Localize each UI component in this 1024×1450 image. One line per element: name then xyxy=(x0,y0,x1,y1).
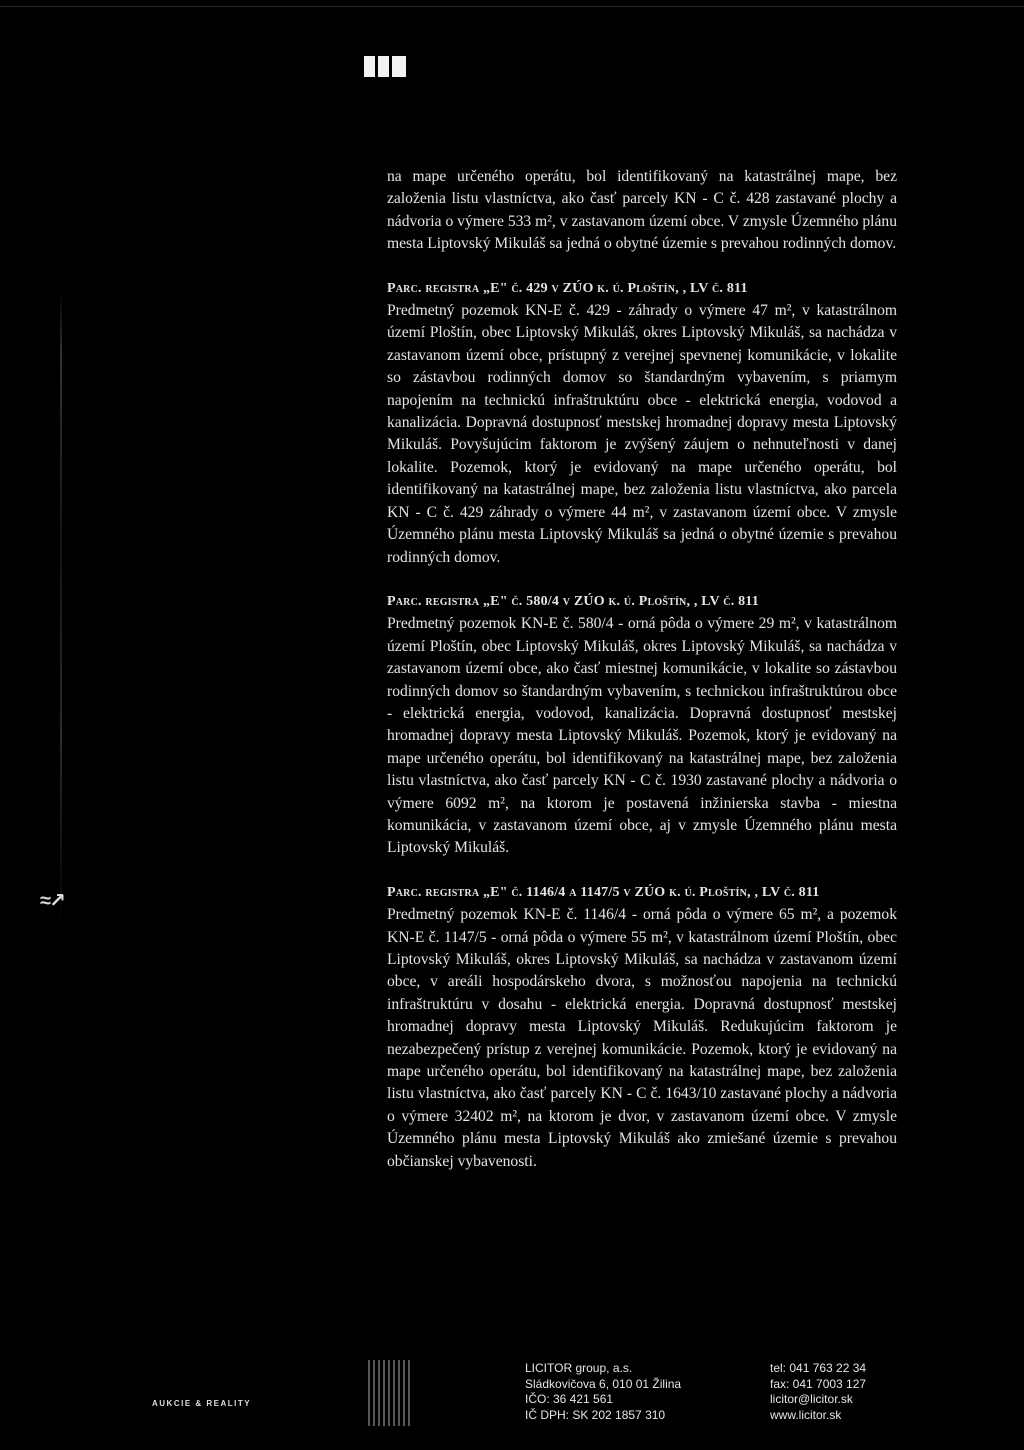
scan-edge-line xyxy=(60,290,62,930)
company-vat: IČ DPH: SK 202 1857 310 xyxy=(525,1407,666,1422)
side-logo-icon: ≈↗ xyxy=(40,890,64,912)
company-name: LICITOR group, a.s. xyxy=(525,1361,633,1375)
top-rule xyxy=(0,6,1024,7)
section-heading: Parc. registra „E" č. 580/4 v ZÚO k. ú. Ploštín, , LV č. 811 xyxy=(387,593,759,609)
footer-contact-info xyxy=(770,1361,866,1423)
footer-company-info xyxy=(525,1361,681,1423)
footer-barcode-icon xyxy=(368,1360,412,1426)
parcel-section-580-4 xyxy=(387,591,897,860)
parcel-section-1146-1147 xyxy=(387,882,897,1173)
footer-brand-label: AUKCIE & REALITY xyxy=(152,1399,252,1408)
section-text: Predmetný pozemok KN-E č. 1146/4 - orná pôda o výmere 65 m², a pozemok KN-E č. 1147/5 - orná pôda o výmere 55 m², v katastrálnom území Ploštín, obec Liptovský Mikuláš, okres Liptovský Mikuláš, sa nachádza v zastavanom území obce, v areáli hospodárskeho dvora, s možnosťou napojenia na technickú infraštruktúru v dosahu - elektrická energia. Dopravná dostupnosť mestskej hromadnej dopravy mesta Liptovský Mikuláš. Redukujúcim faktorom je nezabezpečený prístup z verejnej komunikácie. Pozemok, ktorý je evidovaný na mape určeného operátu, bol identifikovaný na katastrálnej mape, bez založenia listu vlastníctva, ako časť parcely KN - C č. 1643/10 zastavané plochy a nádvoria o výmere 32402 m², na ktorom je dvor, v zastavanom území obce. V zmysle Územného plánu mesta Liptovský Mikuláš ako zmiešané územie s prevahou občianskej vybavenosti. xyxy=(387,906,897,1170)
section-text: Predmetný pozemok KN-E č. 580/4 - orná pôda o výmere 29 m², v katastrálnom území Ploštín, obec Liptovský Mikuláš, okres Liptovský Mikuláš, sa nachádza v zastavanom území obce, ako časť miestnej komunikácie, v lokalite so zástavbou rodinných domov so štandardným vybavením, s technickou infraštruktúrou obce - elektrická energia, vodovod, kanalizácia. Dopravná dostupnosť mestskej hromadnej dopravy mesta Liptovský Mikuláš. Pozemok, ktorý je evidovaný na mape určeného operátu, bol identifikovaný na katastrálnej mape, bez založenia listu vlastníctva, ako časť parcely KN - C č. 1930 zastavané plochy a nádvoria o výmere 6092 m², na ktorom je postavená inžinierska stavba - miestna komunikácia, v zastavanom území obce, aj v zmysle Územného plánu mesta Liptovský Mikuláš. xyxy=(387,615,897,857)
document-body xyxy=(387,166,897,1173)
contact-email[interactable]: licitor@licitor.sk xyxy=(770,1392,853,1406)
header-logo-marks xyxy=(364,56,406,77)
parcel-section-429 xyxy=(387,278,897,569)
intro-paragraph: na mape určeného operátu, bol identifikovaný na katastrálnej mape, bez založenia listu vlastníctva, ako časť parcely KN - C č. 428 zastavané plochy a nádvoria o výmere 533 m², v zastavanom území obce. V zmysle Územného plánu mesta Liptovský Mikuláš sa jedná o obytné územie s prevahou rodinných domov. xyxy=(387,168,897,253)
section-heading: Parc. registra „E" č. 429 v ZÚO k. ú. Ploštín, , LV č. 811 xyxy=(387,280,748,296)
section-text: Predmetný pozemok KN-E č. 429 - záhrady o výmere 47 m², v katastrálnom území Ploštín, obec Liptovský Mikuláš, okres Liptovský Mikuláš, sa nachádza v zastavanom území obce, prístupný z verejnej spevnenej komunikácie, v lokalite so zástavbou rodinných domov so štandardným vybavením, s priamym napojením na technickú infraštruktúru obce - elektrická energia, vodovod a kanalizácia. Dopravná dostupnosť mestskej hromadnej dopravy mesta Liptovský Mikuláš. Povyšujúcim faktorom je zvýšený záujem o nehnuteľnosti v danej lokalite. Pozemok, ktorý je evidovaný na mape určeného operátu, bol identifikovaný na katastrálnej mape, bez založenia listu vlastníctva, ako parcela KN - C č. 429 záhrady o výmere 44 m², v zastavanom území obce. V zmysle Územného plánu mesta Liptovský Mikuláš sa jedná o obytné územie s prevahou rodinných domov. xyxy=(387,302,897,566)
company-address: Sládkovičova 6, 010 01 Žilina xyxy=(525,1376,682,1391)
section-heading: Parc. registra „E" č. 1146/4 a 1147/5 v ZÚO k. ú. Ploštín, , LV č. 811 xyxy=(387,884,820,900)
contact-website[interactable]: www.licitor.sk xyxy=(770,1407,842,1422)
contact-tel: tel: 041 763 22 34 xyxy=(770,1361,867,1375)
company-ico: IČO: 36 421 561 xyxy=(525,1392,614,1406)
contact-fax: fax: 041 7003 127 xyxy=(770,1376,867,1391)
